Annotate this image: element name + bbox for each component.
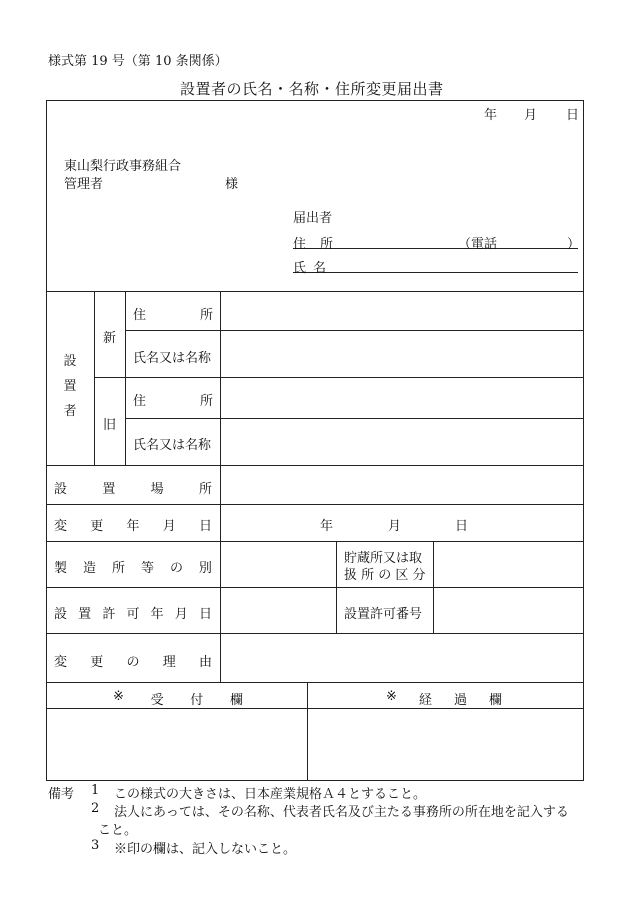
hline [46, 633, 584, 634]
permit-number-label: 設置許可番号 [344, 607, 423, 622]
vline [433, 541, 434, 633]
note-1-num: 1 [91, 783, 100, 798]
installer-label [60, 350, 80, 419]
notifier-address-char2: 所 [320, 237, 334, 252]
notifier-phone-open: （電話 [458, 237, 498, 252]
page-title: 設置者の氏名・名称・住所変更届出書 [180, 80, 444, 98]
note-2-text: 法人にあっては、その名称、代表者氏名及び主たる事務所の所在地を記入する [114, 805, 569, 820]
new-address-input[interactable] [222, 293, 582, 329]
note-1-text: この様式の大きさは、日本産業規格Ａ４とすること。 [114, 787, 427, 802]
hline [46, 541, 584, 542]
new-address-label: 住 所 [133, 308, 213, 323]
frame-bottom [46, 780, 584, 781]
vline [307, 682, 308, 780]
vline [125, 291, 126, 465]
location-input[interactable] [222, 467, 582, 503]
vline [336, 541, 337, 633]
reception-header: ※ 受 付 欄 [113, 689, 243, 708]
installer-label-char: 者 [63, 404, 77, 419]
installer-new-label: 新 [103, 331, 117, 346]
hline [46, 504, 584, 505]
facility-type-label: 製 造 所 等 の 別 [54, 561, 212, 576]
hline [125, 418, 584, 419]
hline [125, 330, 584, 331]
old-address-input[interactable] [222, 379, 582, 417]
vline [94, 291, 95, 465]
notifier-name-char2: 名 [313, 261, 327, 276]
form-number: 様式第 19 号（第 10 条関係） [48, 54, 228, 69]
change-date-input[interactable]: 年 月 日 [320, 519, 469, 534]
new-name-label: 氏名又は名称 [133, 351, 212, 366]
addressee-org: 東山梨行政事務組合 [64, 159, 182, 174]
date-month: 月 [524, 108, 538, 123]
storage-type-input[interactable] [435, 543, 582, 586]
permit-date-label: 設 置 許 可 年 月 日 [54, 607, 212, 622]
hline [46, 465, 584, 466]
installer-label-char: 設 [63, 354, 77, 369]
vline [220, 291, 221, 682]
facility-type-input[interactable] [222, 543, 335, 586]
notifier-name-field[interactable] [293, 257, 578, 276]
addressee-title: 管理者 [64, 177, 104, 192]
permit-date-input[interactable] [222, 589, 335, 632]
storage-label-line1: 貯蔵所又は取 [344, 551, 423, 566]
notes-label: 備考 [48, 787, 75, 802]
permit-number-input[interactable] [435, 589, 582, 632]
installer-label-char: 置 [63, 379, 77, 394]
note-2-cont: こと。 [98, 823, 138, 838]
notifier-label: 届出者 [293, 211, 333, 226]
note-3-text: ※印の欄は、記入しないこと。 [114, 842, 297, 857]
reason-label: 変 更 の 理 由 [54, 655, 212, 670]
notifier-name-char1: 氏 [293, 261, 307, 276]
progress-header: ※ 経 過 欄 [386, 689, 502, 708]
location-label: 設 置 場 所 [54, 482, 212, 497]
date-day: 日 [566, 108, 580, 123]
reason-input[interactable] [222, 635, 582, 681]
installer-old-label: 旧 [103, 418, 117, 433]
frame-right [583, 100, 584, 780]
frame-left [46, 100, 47, 780]
storage-label-line2: 扱 所 の 区 分 [344, 568, 426, 583]
hline [94, 377, 584, 378]
old-address-label: 住 所 [133, 394, 213, 409]
hline [46, 682, 584, 683]
old-name-label: 氏名又は名称 [133, 438, 212, 453]
notifier-phone-close: ） [567, 237, 581, 252]
change-date-label: 変 更 年 月 日 [54, 519, 212, 534]
notifier-address-field[interactable] [293, 233, 581, 252]
frame-top [46, 100, 584, 101]
hline [46, 291, 584, 292]
old-name-input[interactable] [222, 420, 582, 464]
addressee-honorific: 様 [225, 177, 239, 192]
notifier-address-char1: 住 [293, 237, 307, 252]
note-2-num: 2 [91, 801, 100, 816]
hline [46, 708, 584, 709]
hline [46, 587, 584, 588]
note-3-num: 3 [91, 838, 100, 853]
new-name-input[interactable] [222, 332, 582, 376]
reception-area [48, 710, 306, 779]
progress-area [309, 710, 582, 779]
date-year: 年 [484, 108, 498, 123]
